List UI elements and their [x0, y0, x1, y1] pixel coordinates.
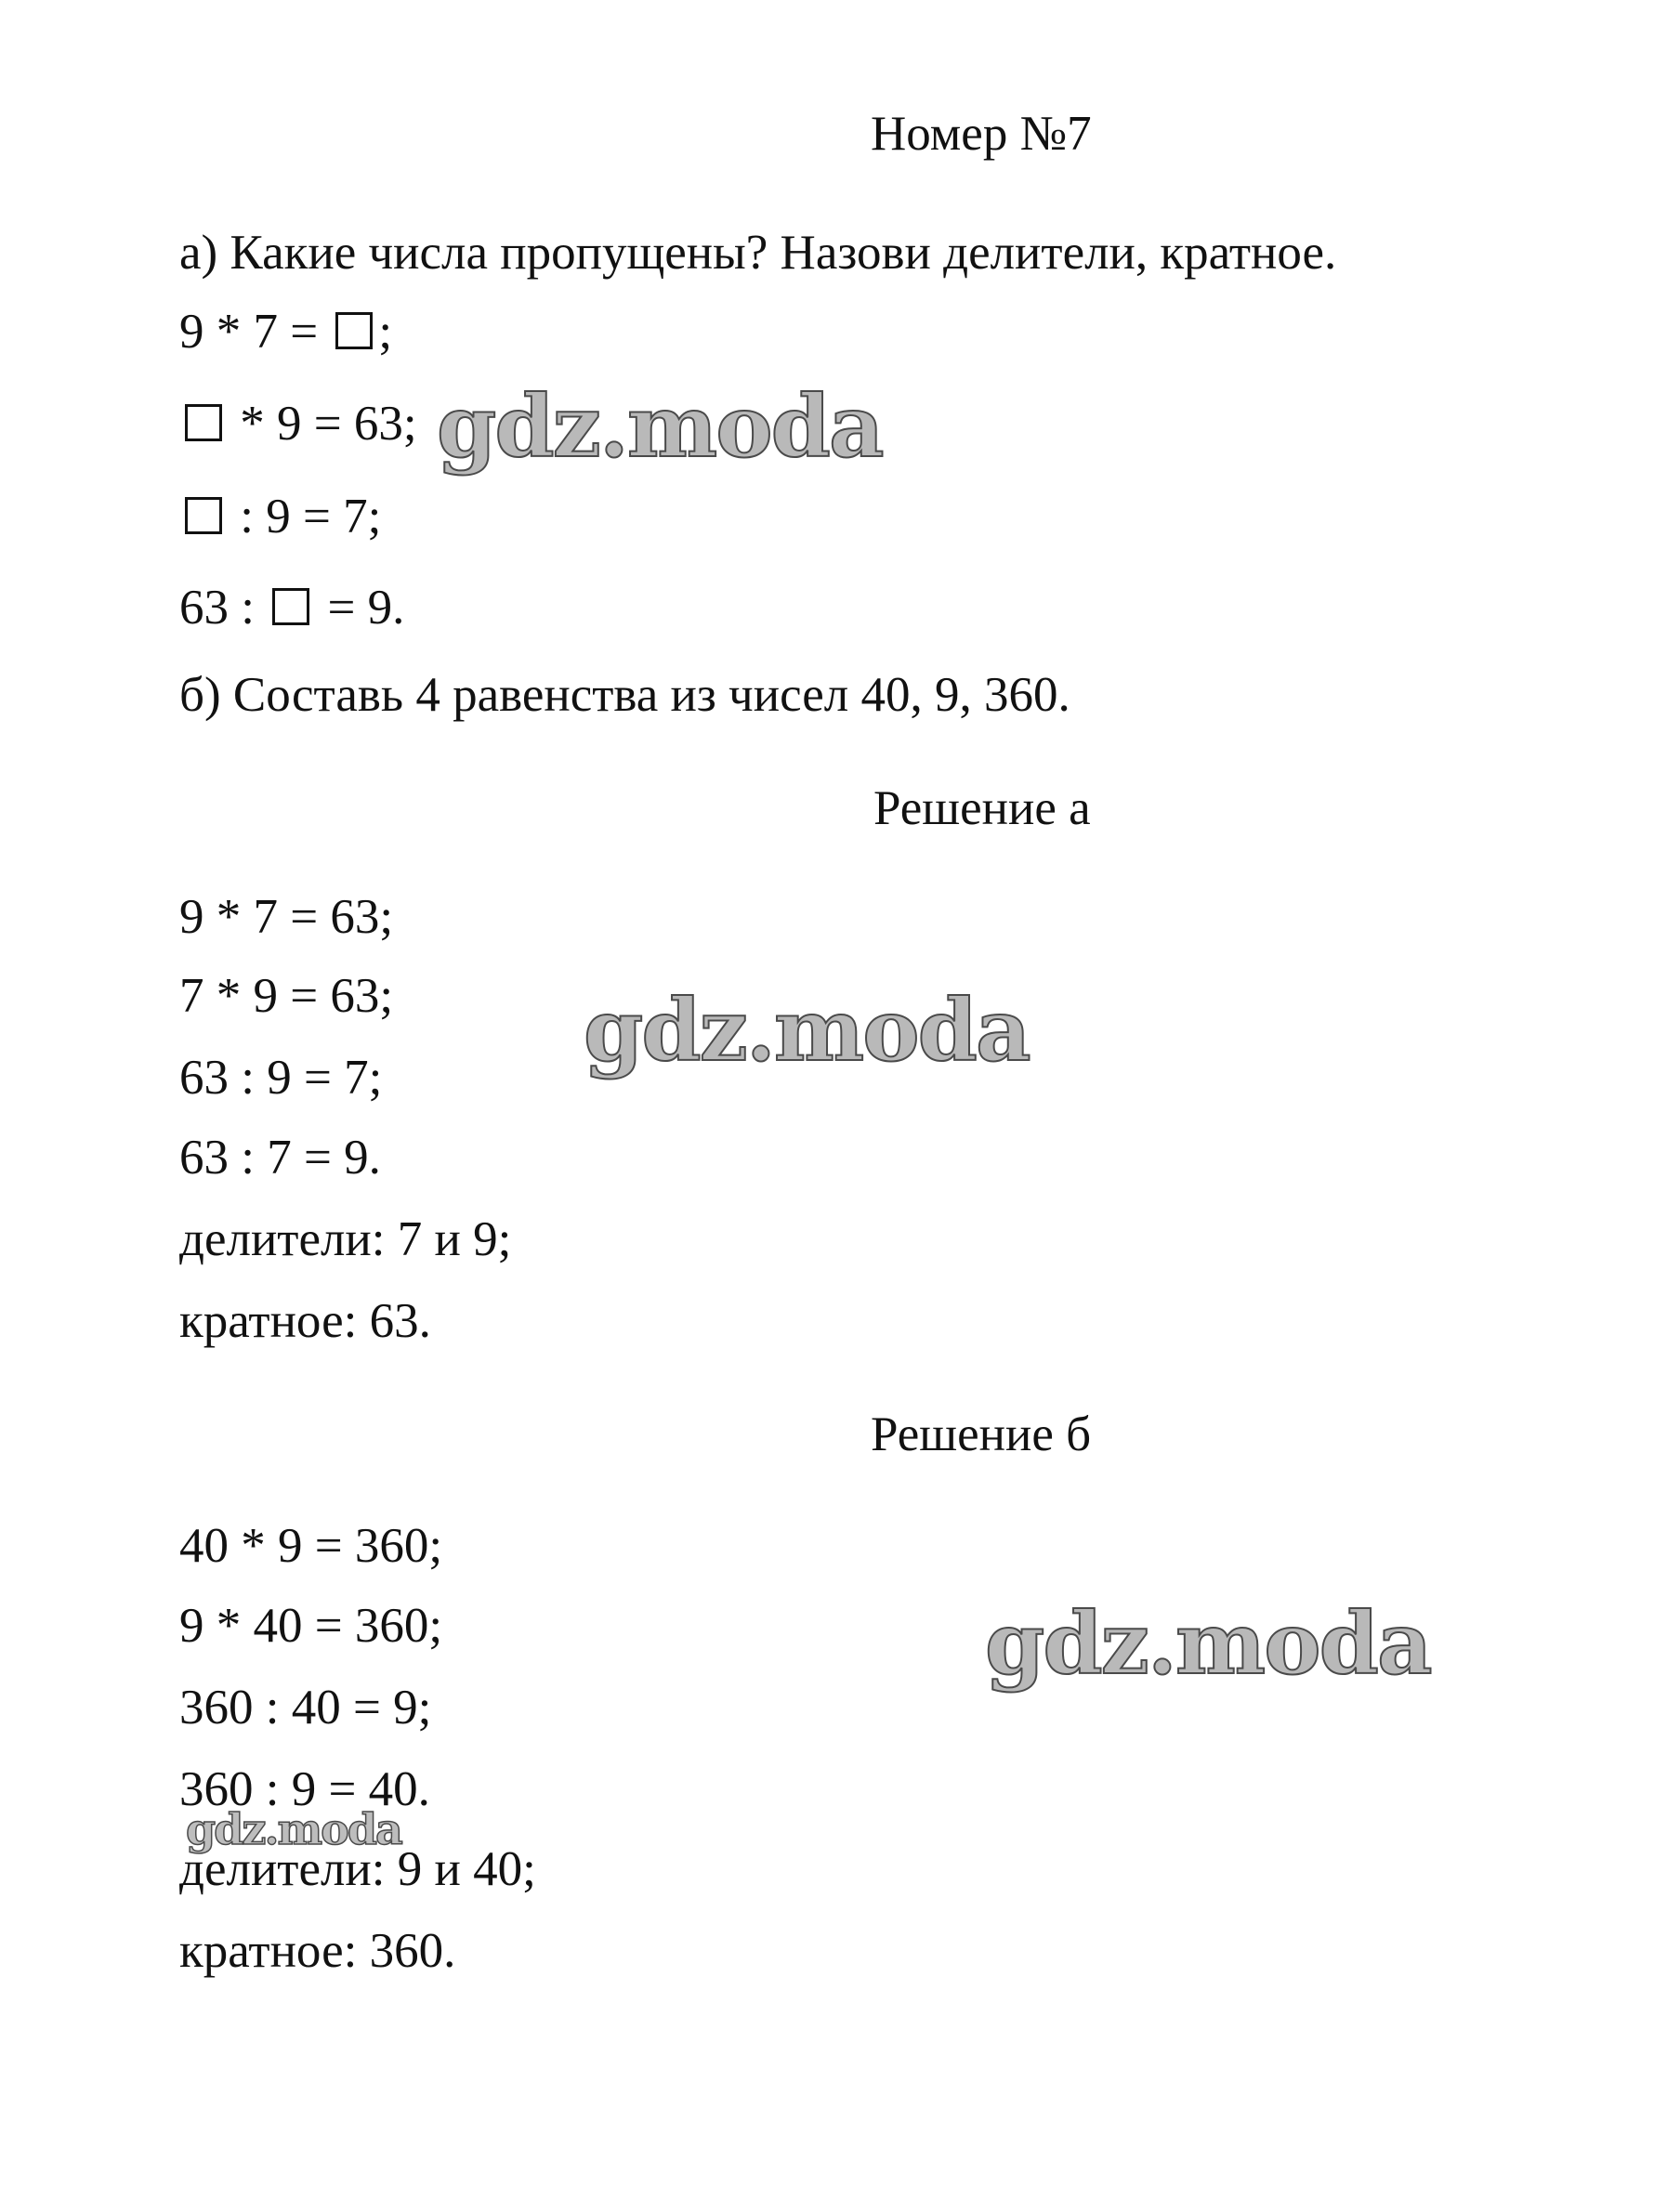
solution-line: делители: 7 и 9;	[179, 1212, 512, 1266]
row-text-post: = 9.	[315, 581, 405, 635]
solution-line: 7 * 9 = 63;	[179, 969, 394, 1023]
solution-line: делители: 9 и 40;	[179, 1842, 536, 1896]
solution-a-heading: Решение а	[873, 781, 1091, 835]
solution-line: 63 : 9 = 7;	[179, 1051, 383, 1105]
page-title: Номер №7	[871, 107, 1092, 161]
solution-line: 360 : 9 = 40.	[179, 1762, 430, 1816]
row-text-post: : 9 = 7;	[228, 490, 382, 543]
watermark: gdz.moda	[584, 980, 1030, 1080]
watermark: gdz.moda	[186, 1804, 401, 1854]
row-text-post: ;	[378, 305, 393, 359]
blank-box	[185, 404, 222, 441]
solution-b-heading: Решение б	[871, 1407, 1092, 1461]
row-text-post: * 9 = 63;	[228, 397, 417, 451]
solution-line: кратное: 63.	[179, 1294, 431, 1348]
row-text-pre: 9 * 7 =	[179, 305, 331, 359]
solution-line: 40 * 9 = 360;	[179, 1519, 443, 1573]
solution-line: 360 : 40 = 9;	[179, 1681, 432, 1734]
blank-box	[272, 588, 309, 625]
task-a-row	[179, 487, 381, 546]
task-a-row	[179, 394, 417, 453]
blank-box	[335, 312, 373, 349]
task-b-prompt: б) Составь 4 равенства из чисел 40, 9, 360.	[179, 668, 1070, 722]
task-a-row	[179, 302, 392, 361]
row-text-pre: 63 :	[179, 581, 268, 635]
solution-line: 9 * 7 = 63;	[179, 890, 394, 944]
solution-line: 9 * 40 = 360;	[179, 1599, 443, 1653]
watermark: gdz.moda	[985, 1593, 1431, 1694]
solution-line: 63 : 7 = 9.	[179, 1131, 381, 1185]
task-a-prompt: а) Какие числа пропущены? Назови делители, кратное.	[179, 226, 1337, 280]
solution-line: кратное: 360.	[179, 1924, 456, 1978]
blank-box	[185, 497, 222, 534]
watermark: gdz.moda	[437, 376, 883, 477]
task-a-row	[179, 578, 404, 637]
